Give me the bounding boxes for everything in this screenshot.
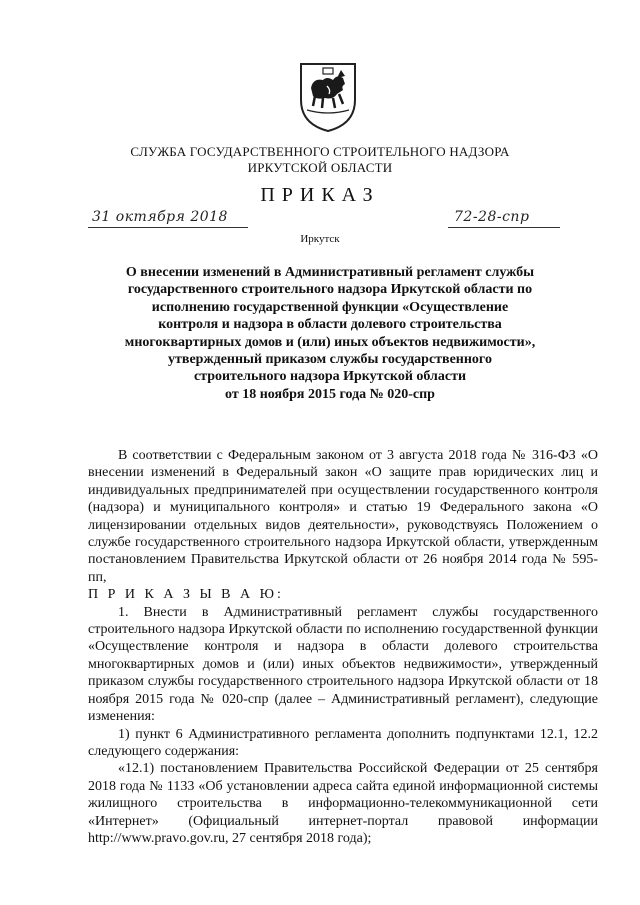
title-line: исполнению государственной функции «Осуществление bbox=[151, 299, 509, 315]
handwritten-date: 31 октября 2018 bbox=[92, 209, 228, 225]
title-line: многоквартирных домов и (или) иных объектов недвижимости», bbox=[124, 334, 536, 350]
date-underline bbox=[88, 227, 248, 228]
title-line: строительного надзора Иркутской области bbox=[193, 369, 467, 385]
title-line: О внесении изменений в Административный регламент службы bbox=[125, 265, 535, 280]
item-1-1-paragraph: 1) пункт 6 Административного регламента дополнить подпунктами 12.1, 12.2 следующего содержания: bbox=[88, 726, 598, 759]
title-line: контроля и надзора в области долевого строительства bbox=[158, 317, 502, 333]
item-1-paragraph: 1. Внести в Административный регламент службы государственного строительного надзора Иркутской области по исполнению государственной функции «Осуществление контроля и надзора в области долевого строительства многоквартирных домов и (или) иных объектов недвижимости», утвержденный приказом службы государственного строительного надзора Иркутской области от 18 ноября 2015 года № 020-спр (далее – Административный регламент), следующие изменения: bbox=[88, 604, 598, 725]
order-word: П Р И К А З Ы В А Ю: bbox=[88, 587, 284, 603]
item-1-1-text-paragraph: «12.1) постановлением Правительства Российской Федерации от 25 сентября 2018 года № 1133 «Об установлении адреса сайта единой информационной системы жилищного строительства в информационно-телекоммуникационной сети «Интернет» (Официальный интернет-портал правовой информации http://www.pravo.gov.ru, 27 сентября 2018 года); bbox=[88, 761, 598, 846]
org-name-line-2: ИРКУТСКОЙ ОБЛАСТИ bbox=[247, 160, 393, 175]
title-line: от 18 ноября 2015 года № 020-спр bbox=[225, 386, 435, 402]
handwritten-order-number: 72-28-спр bbox=[454, 209, 530, 225]
preamble-paragraph: В соответствии с Федеральным законом от 3 августа 2018 года № 316-ФЗ «О внесении изменений в Федеральный закон «О защите прав юридических лиц и индивидуальных предпринимателей при осуществлении государственного контроля (надзора) и муниципального контроля» и статью 19 Федерального закона «О лицензировании отдельных видов деятельности», руководствуясь Положением о службе государственного строительного надзора Иркутской области, утвержденным постановлением Правительства Иркутской области от 26 ноября 2014 года № 595-пп, bbox=[88, 448, 598, 585]
city-label: Иркутск bbox=[300, 233, 340, 245]
document-body bbox=[88, 447, 598, 847]
document-type-heading: ПРИКАЗ bbox=[260, 184, 380, 206]
org-name-line-1: СЛУЖБА ГОСУДАРСТВЕННОГО СТРОИТЕЛЬНОГО НАДЗОРА bbox=[130, 144, 510, 159]
title-line: государственного строительного надзора Иркутской области по bbox=[127, 282, 533, 298]
document-title bbox=[100, 264, 560, 403]
number-underline bbox=[448, 227, 560, 228]
coat-of-arms-icon bbox=[297, 60, 359, 134]
title-line: утвержденный приказом службы государственного bbox=[168, 352, 492, 368]
